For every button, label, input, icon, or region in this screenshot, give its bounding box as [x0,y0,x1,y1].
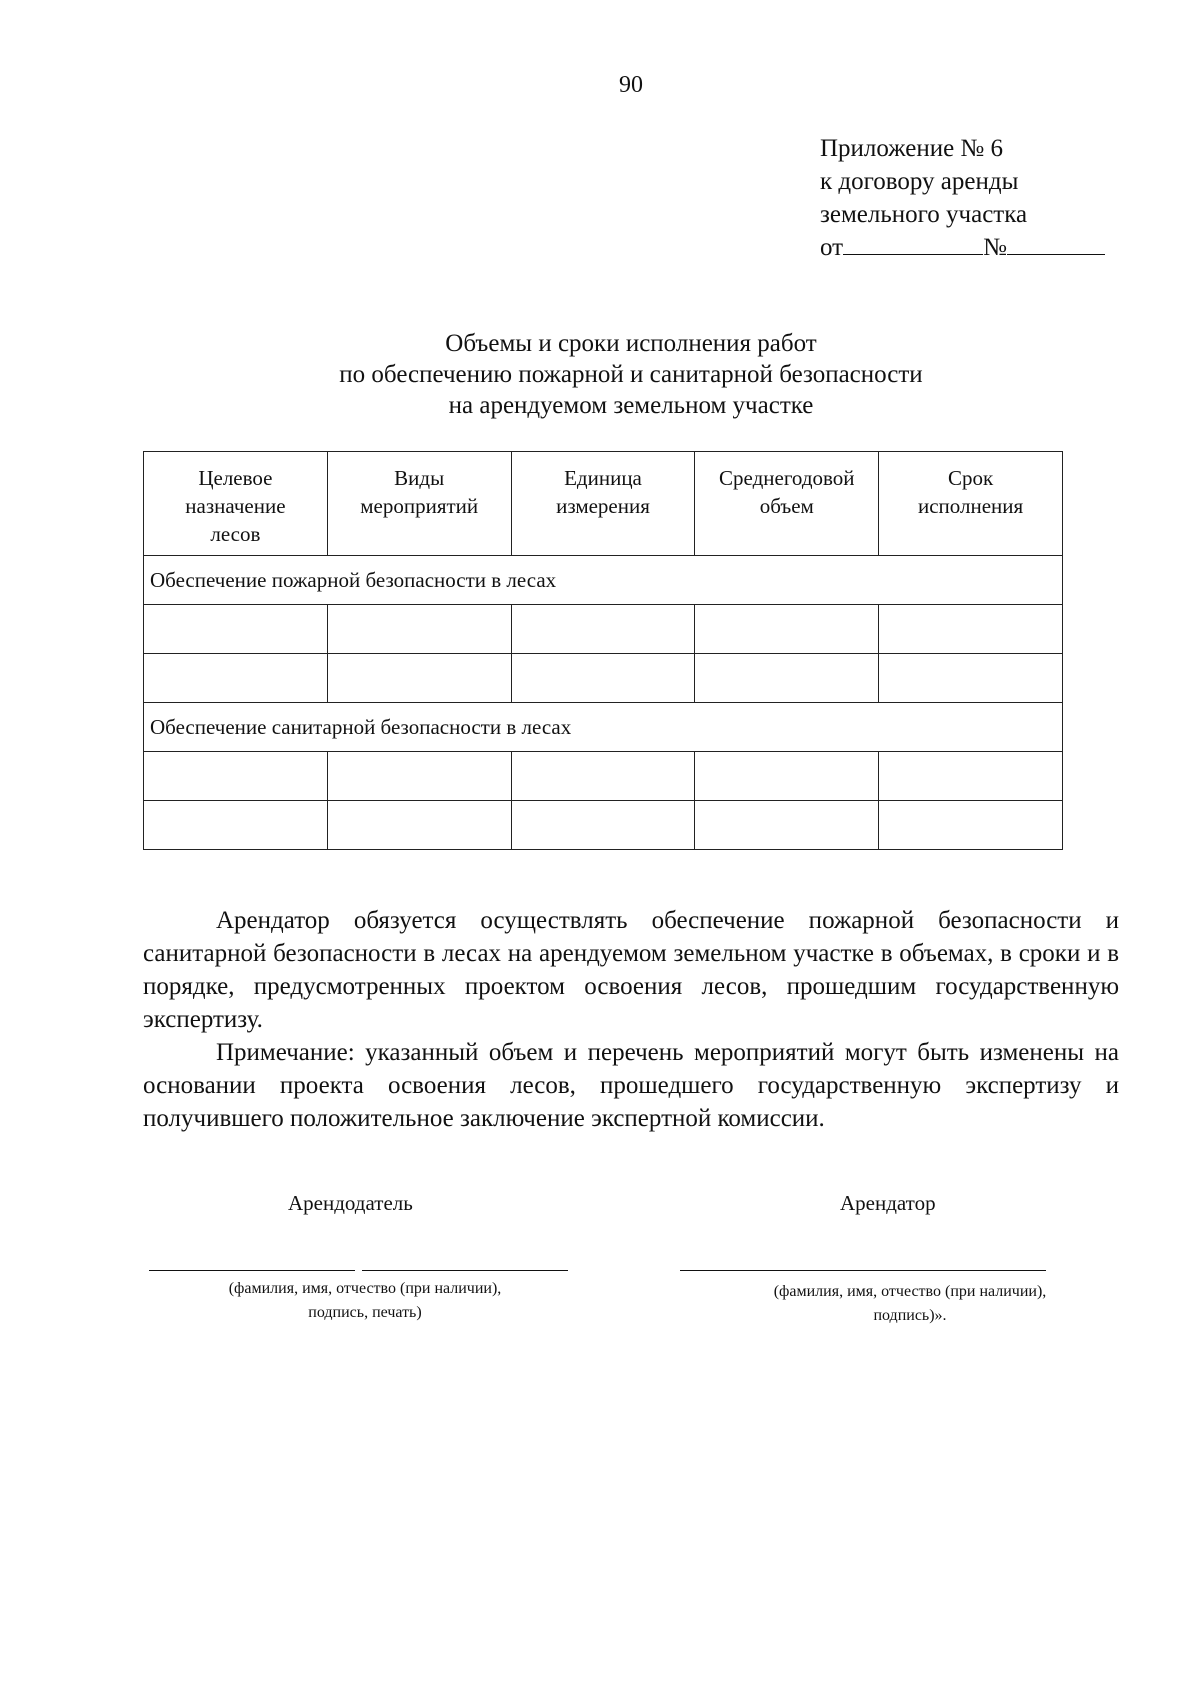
table-cell [695,605,879,654]
table-row [144,801,1063,850]
table-cell [327,752,511,801]
date-blank [843,232,983,255]
table-cell [695,801,879,850]
header-annual-volume: Среднегодовой объем [695,452,879,556]
table-cell [144,752,328,801]
tenant-caption-line-1: (фамилия, имя, отчество (при наличии), [773,1283,1047,1300]
table-row [144,752,1063,801]
landlord-caption-line-2: подпись, печать) [308,1304,422,1321]
document-title [0,328,1200,421]
table-cell [144,605,328,654]
table-cell [327,654,511,703]
landlord-title: Арендодатель [288,1191,413,1215]
table-row [144,654,1063,703]
works-table [143,451,1063,850]
header-activities: Виды мероприятий [327,452,511,556]
table-cell [695,752,879,801]
appendix-line-3: земельного участка [820,201,1028,228]
header-unit: Единица измерения [511,452,695,556]
appendix-header [820,132,1105,264]
table-cell [144,801,328,850]
appendix-date-number-line [820,231,1105,264]
landlord-caption-line-1: (фамилия, имя, отчество (при наличии), [228,1280,502,1297]
table-cell [327,801,511,850]
table-cell [695,654,879,703]
tenant-caption-line-2: подпись)». [873,1307,947,1324]
table-cell [327,605,511,654]
header-deadline: Срок исполнения [879,452,1063,556]
page-number: 90 [619,72,643,98]
table-cell [144,654,328,703]
title-line-3: на арендуемом земельном участке [448,392,814,419]
landlord-signature-line-1 [149,1270,355,1271]
table-cell [511,801,695,850]
tenant-caption [720,1280,1100,1328]
table-cell [879,605,1063,654]
number-blank [1007,232,1105,255]
table-cell [511,605,695,654]
date-prefix: от [820,234,844,261]
appendix-line-2: к договору аренды [820,168,1019,195]
body-text [143,904,1119,1135]
header-purpose: Целевое назначение лесов [144,452,328,556]
appendix-line-1: Приложение № 6 [820,135,1004,162]
section-row-fire [144,556,1063,605]
table-cell [511,752,695,801]
landlord-caption [180,1277,550,1325]
table-cell [879,752,1063,801]
section-fire-safety: Обеспечение пожарной безопасности в лесах [144,556,1063,605]
obligation-paragraph: Арендатор обязуется осуществлять обеспечение пожарной безопасности и санитарной безопасности в лесах на арендуемом земельном участке в объемах, в сроки и в порядке, предусмотренных проектом освоения лесов, прошедшим государственную экспертизу. [143,907,1119,1033]
tenant-title: Арендатор [840,1191,936,1215]
title-line-1: Объемы и сроки исполнения работ [445,330,817,357]
table-header-row [144,452,1063,556]
landlord-signature-line-2 [362,1270,568,1271]
table-cell [511,654,695,703]
section-row-sanitary [144,703,1063,752]
table-cell [879,654,1063,703]
table-cell [879,801,1063,850]
tenant-signature-line [680,1270,1046,1271]
number-sign: № [983,234,1007,261]
table-row [144,605,1063,654]
title-line-2: по обеспечению пожарной и санитарной безопасности [339,361,923,388]
note-paragraph: Примечание: указанный объем и перечень мероприятий могут быть изменены на основании проекта освоения лесов, прошедшего государственную экспертизу и получившего положительное заключение экспертной комиссии. [143,1039,1119,1132]
section-sanitary-safety: Обеспечение санитарной безопасности в лесах [144,703,1063,752]
